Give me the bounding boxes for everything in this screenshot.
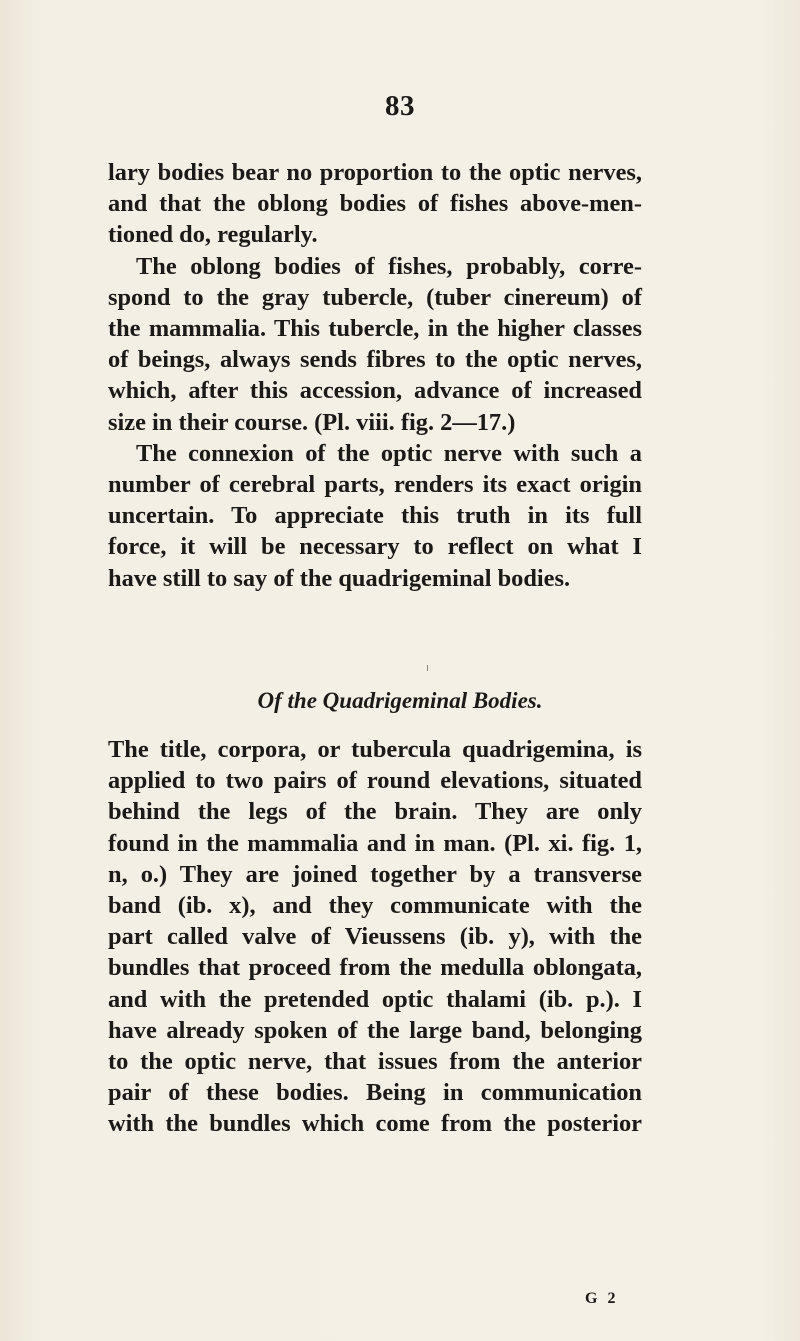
text-line: n, o.) They are joined together by a transverse [108, 860, 642, 888]
text-line: The title, corpora, or tubercula quadrigemina, is [108, 736, 642, 763]
text-line: tioned do, regularly. [108, 221, 318, 249]
text-line: have already spoken of the large band, belonging [108, 1016, 642, 1044]
text-line: spond to the gray tubercle, (tuber cinereum) of [108, 283, 642, 311]
text-line: applied to two pairs of round elevations, situated [108, 767, 642, 795]
paragraph-block-1 [108, 157, 642, 594]
text-line: of beings, always sends fibres to the optic nerves, [108, 346, 642, 374]
section-heading: Of the Quadrigeminal Bodies. [257, 688, 543, 713]
text-line: force, it will be necessary to reflect on what I [108, 533, 642, 561]
text-line: have still to say of the quadrigeminal bodies. [108, 564, 571, 592]
text-line: The connexion of the optic nerve with such a [136, 439, 642, 467]
text-line: with the bundles which come from the posterior [108, 1110, 642, 1138]
text-line: uncertain. To appreciate this truth in its full [108, 502, 642, 530]
text-line: band (ib. x), and they communicate with the [108, 892, 642, 920]
text-line: bundles that proceed from the medulla oblongata, [108, 954, 642, 982]
paragraph-block-2 [108, 734, 642, 1140]
text-line: The oblong bodies of fishes, probably, corre- [136, 252, 642, 280]
text-line: the mammalia. This tubercle, in the higher classes [108, 315, 642, 343]
text-line: part called valve of Vieussens (ib. y), with the [108, 923, 642, 951]
text-line: which, after this accession, advance of increased [108, 377, 642, 405]
text-line: behind the legs of the brain. They are only [108, 798, 642, 826]
page-number: 83 [385, 90, 415, 122]
print-speck [427, 665, 428, 671]
text-line: lary bodies bear no proportion to the optic nerves, [108, 159, 642, 186]
text-line: to the optic nerve, that issues from the anterior [108, 1048, 642, 1076]
text-line: and with the pretended optic thalami (ib. p.). I [108, 985, 642, 1013]
text-line: number of cerebral parts, renders its exact origin [108, 471, 642, 499]
text-line: and that the oblong bodies of fishes above-men- [108, 190, 642, 218]
signature-mark: G 2 [585, 1290, 619, 1307]
text-line: found in the mammalia and in man. (Pl. xi. fig. 1, [108, 829, 642, 857]
text-line: size in their course. (Pl. viii. fig. 2—17.) [108, 408, 516, 436]
text-line: pair of these bodies. Being in communication [108, 1079, 642, 1107]
